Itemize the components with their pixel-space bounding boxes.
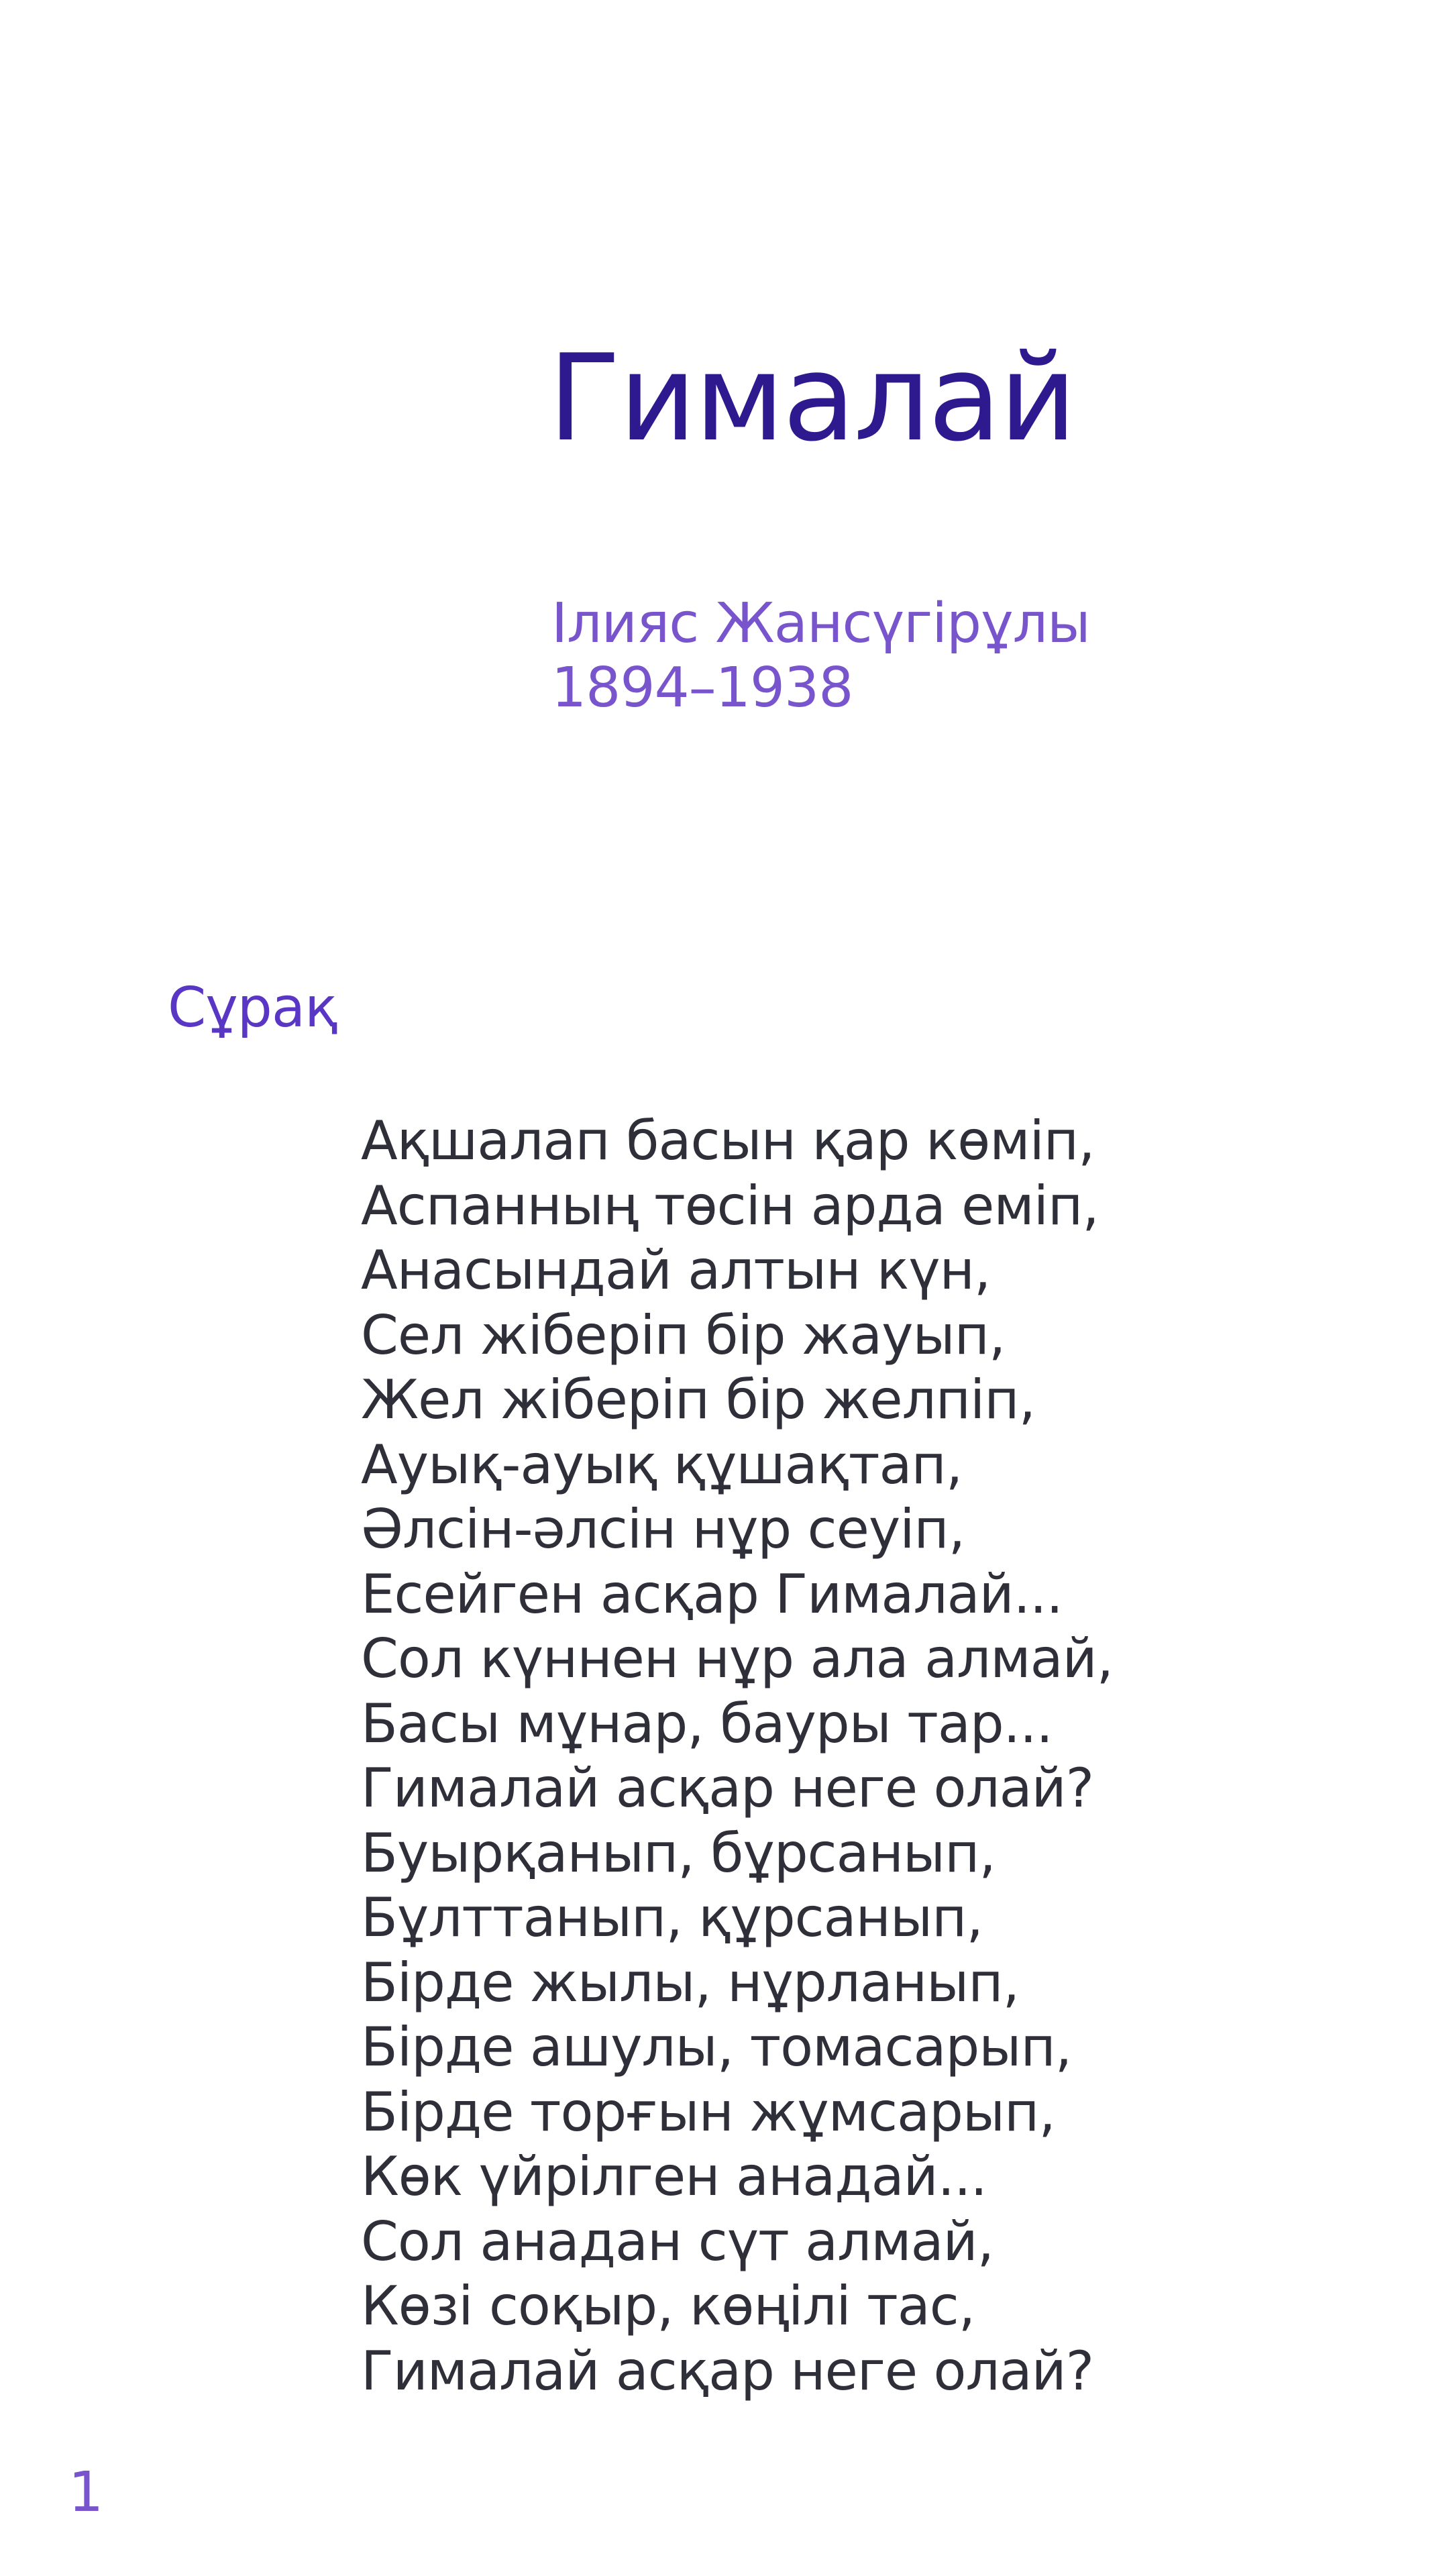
poem-line: Бірде торғын жұмсарып, [361,2080,1055,2143]
author-block [551,592,1090,720]
section-label: Сұрақ [168,976,337,1040]
poem-line: Аспанның төсін арда еміп, [361,1174,1099,1237]
poem-line: Сол күннен нұр ала алмай, [361,1627,1114,1690]
poem-body [361,1109,1113,2404]
poem-line: Әлсін-әлсін нұр сеуіп, [361,1498,965,1560]
poem-line: Бірде ашулы, томасарып, [361,2016,1072,2078]
poem-line: Сел жіберіп бір жауып, [361,1303,1006,1366]
poem-line: Жел жіберіп бір желпіп, [361,1368,1036,1431]
poem-line: Көзі соқыр, көңілі тас, [361,2275,975,2337]
page-number: 1 [68,2461,104,2524]
poem-line: Көк үйрілген анадай... [361,2145,987,2208]
poem-line: Басы мұнар, бауры тар... [361,1692,1053,1755]
poem-line: Буырқанып, бұрсанып, [361,1821,996,1884]
poem-line: Бұлттанып, құрсанып, [361,1886,983,1949]
poem-line: Есейген асқар Гималай... [361,1562,1063,1625]
author-years: 1894–1938 [551,656,853,720]
poem-line: Бірде жылы, нұрланып, [361,1951,1020,2014]
poem-line: Гималай асқар неге олай? [361,1757,1094,1819]
poem-line: Ақшалап басын қар көміп, [361,1110,1095,1172]
poem-line: Ауық-ауық құшақтап, [361,1433,963,1496]
poem-line: Гималай асқар неге олай? [361,2339,1094,2402]
author-name: Ілияс Жансүгірұлы [551,592,1090,655]
poem-title: Гималай [548,329,1075,468]
poem-line: Анасындай алтын күн, [361,1239,991,1301]
poem-line: Сол анадан сүт алмай, [361,2210,994,2273]
